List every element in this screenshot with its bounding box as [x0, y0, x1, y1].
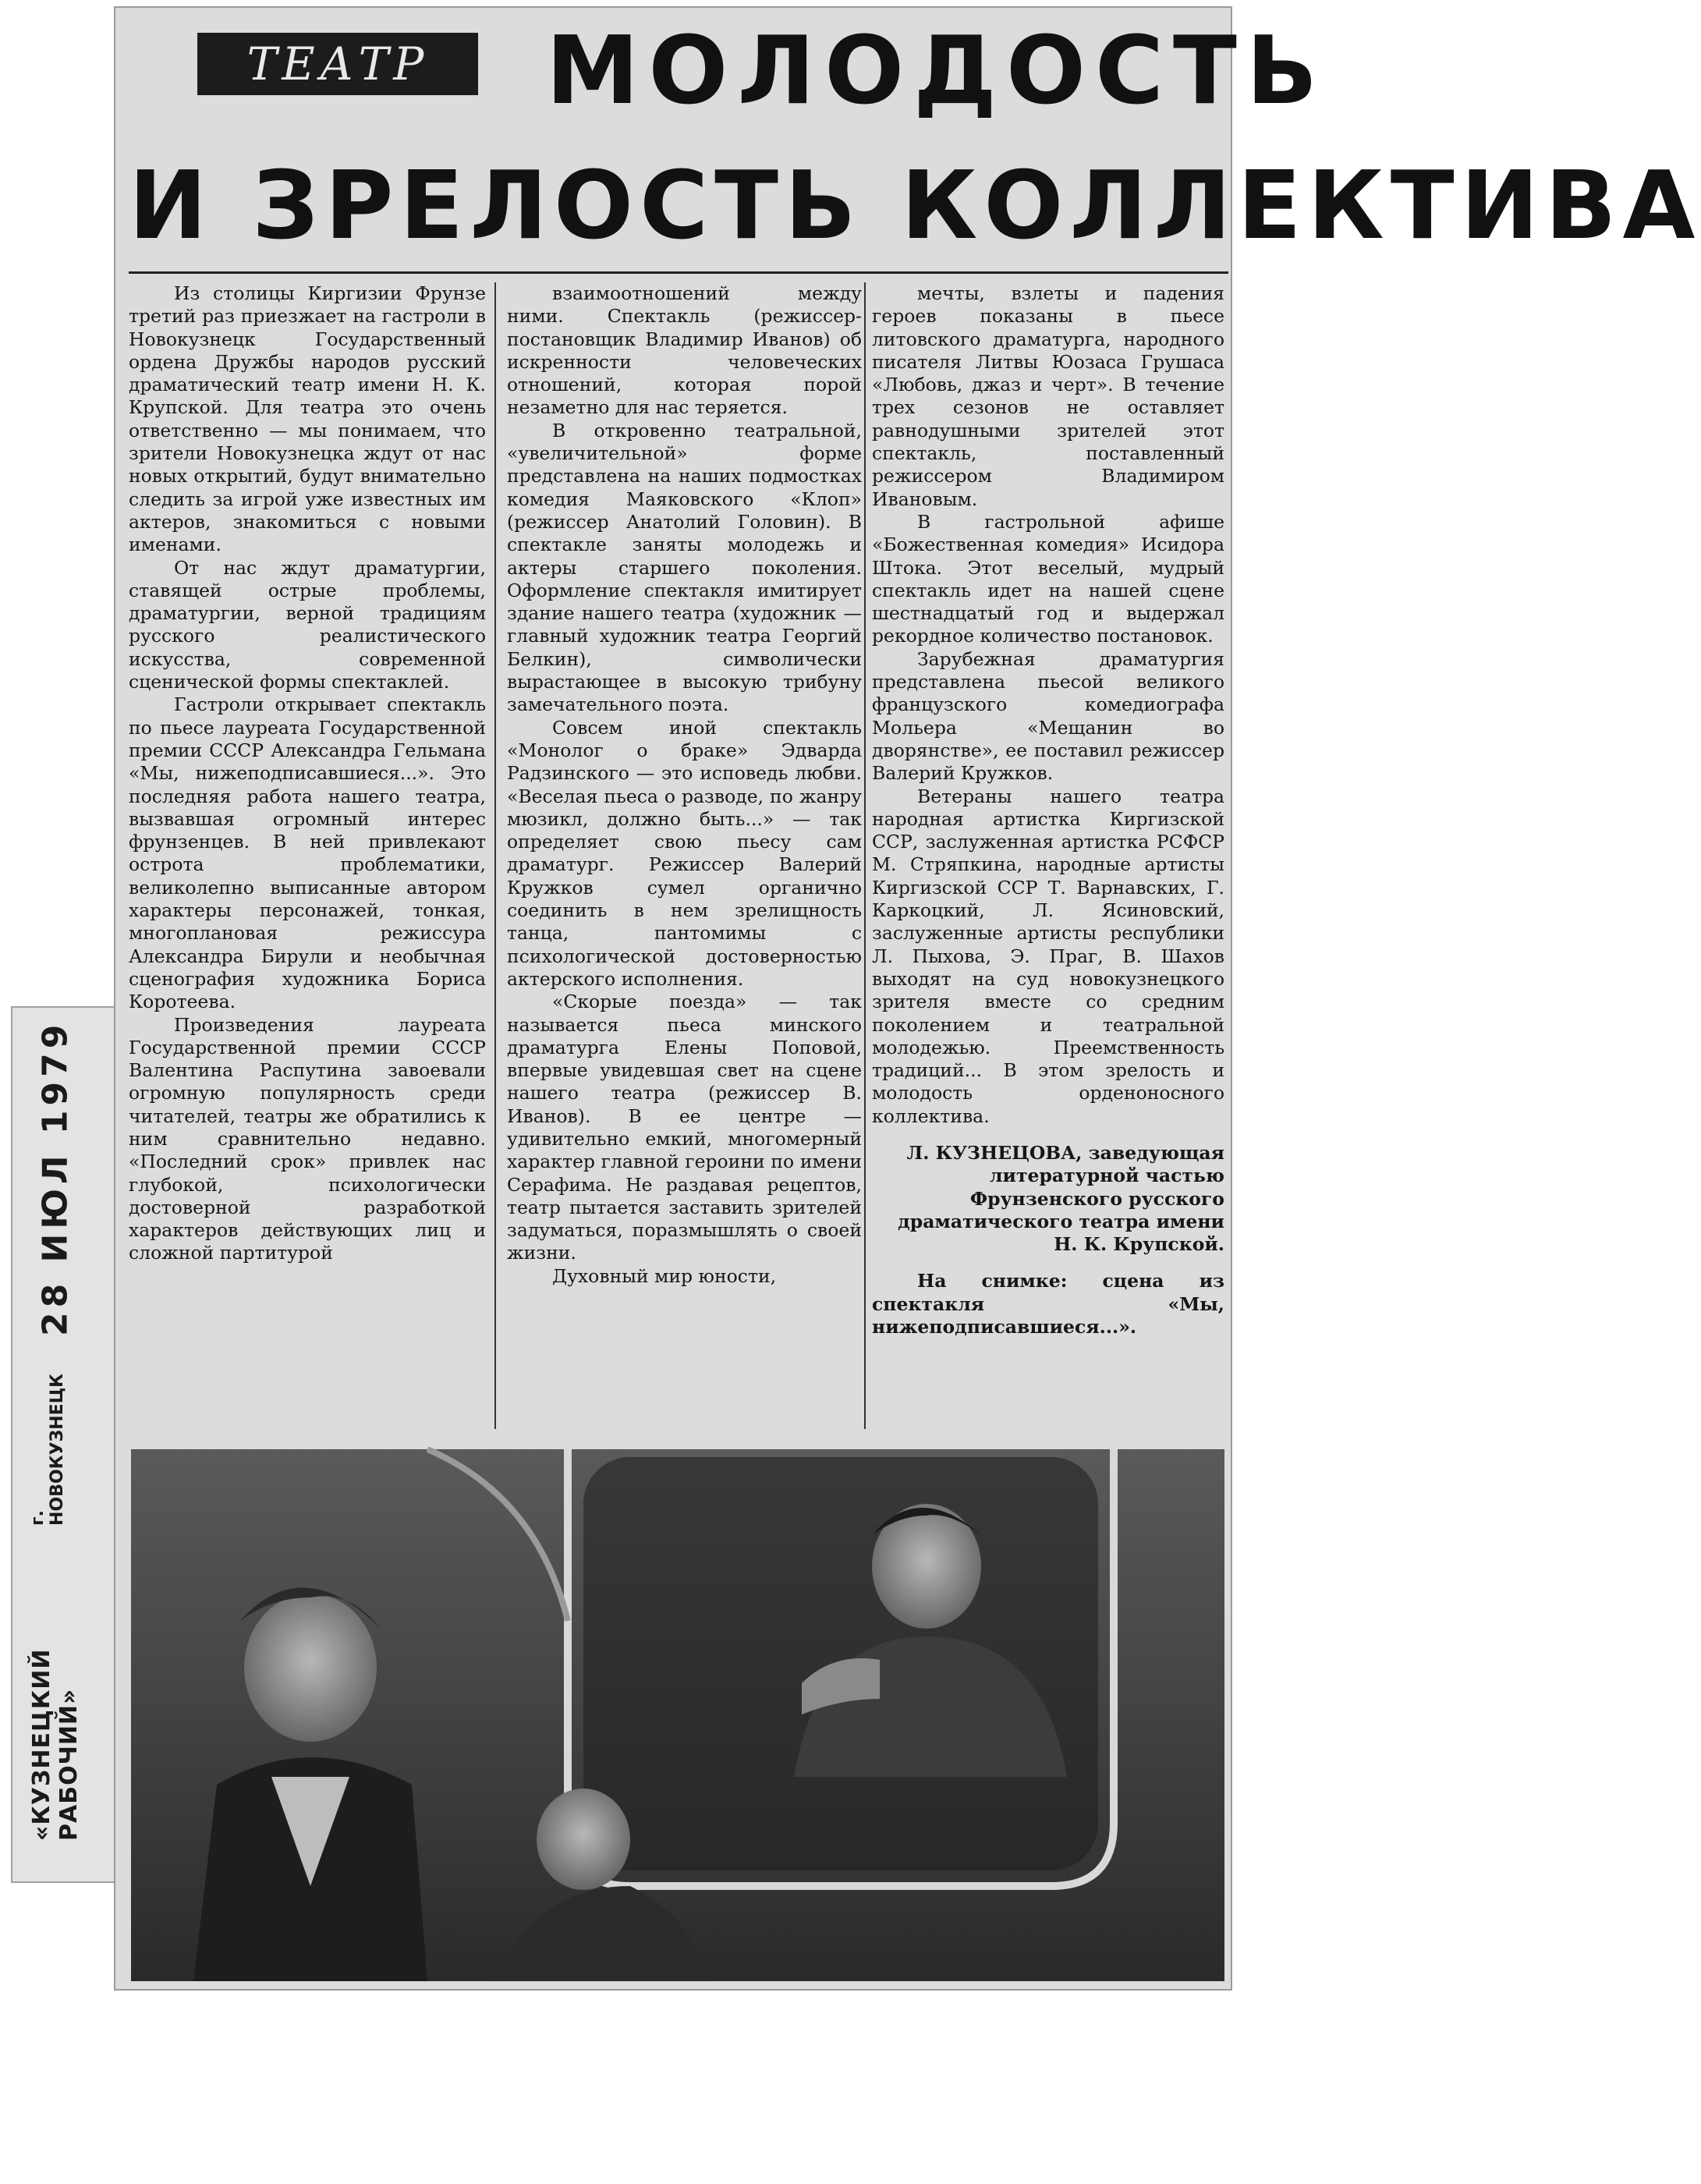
article-column-2 [507, 282, 862, 1429]
paragraph: «Скорые поезда» — так называется пьеса минского драматурга Елены Поповой, впервые увидевшая свет на сцене нашего театра (режиссер В. Иванов). В ее центре — удивительно емкий, многомерный характер главной героини по имени Серафима. Не раздавая рецептов, театр пытается заставить зрителей задуматься, поразмышлять о своей жизни. [507, 991, 862, 1264]
paragraph: Зарубежная драматургия представлена пьесой великого французского комедиографа Мольера «Мещанин во дворянстве», ее поставил режиссер Валерий Кружков. [872, 647, 1224, 785]
paragraph: В гастрольной афише «Божественная комедия» Исидора Штока. Этот веселый, мудрый спектакль идет на нашей сцене шестнадцатый год и выдержал рекордное количество постановок. [872, 510, 1224, 647]
paragraph: Духовный мир юности, [552, 1264, 777, 1287]
column-divider [864, 282, 866, 1429]
paragraph: Гастроли открывает спектакль по пьесе лауреата Государственной премии СССР Александра Гельмана «Мы, нижеподписавшиеся...». Это последняя работа нашего театра, вызвавшая огромный интерес фрунзенцев. В ней привлекают острота проблематики, великолепно выписанные автором характеры персонажей, тонкая, многоплановая режиссура Александра Бирули и необычная сценография художника Бориса Коротеева. [129, 693, 486, 1013]
paragraph: Из столицы Киргизии Фрунзе третий раз приезжает на гастроли в Новокузнецк Государственный ордена Дружбы народов русский драматический театр имени Н. К. Крупской. Для театра это очень ответственно — мы понимаем, что зрители Новокузнецка ждут от нас новых открытий, будут внимательно следить за игрой уже известных им актеров, знакомиться с новыми именами. [129, 282, 486, 556]
article-column-3 [872, 282, 1224, 1460]
paragraph: мечты, взлеты и падения героев показаны в пьесе литовского драматурга, народного писателя Литвы Юозаса Грушаса «Любовь, джаз и черт». В течение трех сезонов не оставляет равнодушными зрителей этот спектакль, поставленный режиссером Владимиром Ивановым. [872, 282, 1224, 510]
headline-divider [129, 271, 1228, 274]
paragraph: Совсем иной спектакль «Монолог о браке» Эдварда Радзинского — это исповедь любви. «Веселая пьеса о разводе, по жанру мюзикл, должно быть...» — так определяет свою пьесу сам драматург. Режиссер Валерий Кружков сумел органично соединить в нем зрелищность танца, пантомимы с психологической достоверностью актерского исполнения. [507, 716, 862, 990]
paragraph: В откровенно театральной, «увеличительной» форме представлена на наших подмостках комедия Маяковского «Клоп» (режиссер Анатолий Головин). В спектакле заняты молодежь и актеры старшего поколения. Оформление спектакля имитирует здание нашего театра (художник — главный художник театра Георгий Белкин), символически вырастающее в высокую трибуну замечательного поэта. [507, 419, 862, 716]
newspaper-name: «КУЗНЕЦКИЙ РАБОЧИЙ» [28, 1648, 83, 1841]
date-stamp: 28 ИЮЛ 1979 [35, 1019, 76, 1336]
headline-line-2: И ЗРЕЛОСТЬ КОЛЛЕКТИВА [129, 152, 1701, 261]
scene-photo-image [131, 1449, 1224, 1981]
headline-line-1: МОЛОДОСТЬ [546, 17, 1327, 126]
paragraph: Произведения лауреата Государственной премии СССР Валентина Распутина завоевали огромную популярность среди читателей, театры же обратились к ним сравнительно недавно. «Последний срок» привлек нас глубокой, психологически достоверной разработкой характеров действующих лиц и сложной партитурой [129, 1013, 486, 1264]
column-divider [494, 282, 496, 1429]
paragraph: Ветераны нашего театра народная артистка Киргизской ССР, заслуженная артистка РСФСР М. Стряпкина, народные артисты Киргизской ССР Т. Варнавских, Г. Каркоцкий, Л. Ясиновский, заслуженные артисты республики Л. Пыхова, Э. Праг, В. Шахов выходят на суд новокузнецкого зрителя вместе со средним поколением и театральной молодежью. Преемственность традиций... В этом зрелость и молодость орденоносного коллектива. [872, 785, 1224, 1127]
scene-photo [131, 1449, 1224, 1981]
article-column-1 [129, 282, 486, 1437]
newspaper-stamp [28, 1373, 114, 1841]
paragraph: взаимоотношений между ними. Спектакль (режиссер-постановщик Владимир Иванов) об искренности человеческих отношений, которая порой незаметно для нас теряется. [507, 282, 862, 419]
newspaper-city: г. НОВОКУЗНЕЦК [28, 1373, 67, 1526]
paragraph: От нас ждут драматургии, ставящей острые проблемы, драматургии, верной традициям русского реалистического искусства, современной сценической формы спектаклей. [129, 556, 486, 693]
author-signature: Л. КУЗНЕЦОВА, заведующая литературной частью Фрунзенского русского драматического театра имени Н. К. Крупской. [898, 1141, 1224, 1256]
photo-caption: На снимке: сцена из спектакля «Мы, нижеподписавшиеся...». [872, 1270, 1224, 1338]
rubric-label: ТЕАТР [197, 33, 478, 95]
